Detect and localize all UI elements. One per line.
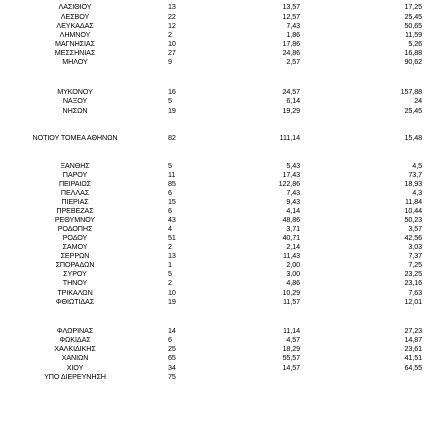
rate-a: 9,43 [286, 197, 300, 206]
rate-a: 2,00 [286, 260, 300, 269]
rate-b: 23,61 [404, 344, 422, 353]
region-name: ΠΕΙΡΑΙΩΣ [58, 179, 92, 188]
rate-a: 7,43 [286, 188, 300, 197]
rate-b: 17,25 [404, 2, 422, 11]
rate-a: 2,14 [286, 242, 300, 251]
rate-b: 5,26 [408, 39, 422, 48]
rate-a: 10,29 [282, 288, 300, 297]
table-row [0, 373, 446, 382]
rate-b: 24 [414, 96, 422, 105]
region-name: ΜΥΚΟΝΟΥ [57, 87, 93, 96]
rate-a: 11,57 [283, 297, 300, 306]
region-name: ΧΑΛΚΙΔΙΚΗΣ [54, 344, 96, 353]
rate-b: 41,51 [404, 353, 422, 362]
region-name: ΝΟΤΙΟΥ ΤΟΜΕΑ ΑΘΗΝΩΝ [32, 133, 118, 142]
region-name: ΜΗΛΟΥ [62, 57, 88, 66]
case-count: 2 [168, 278, 172, 287]
rate-b: 14,87 [404, 335, 422, 344]
region-name: ΦΛΩΡΙΝΑΣ [56, 326, 94, 335]
rate-a: 7,43 [286, 21, 300, 30]
rate-a: 17,86 [282, 39, 300, 48]
rate-b: 16,88 [404, 48, 422, 57]
rate-a: 24,57 [282, 87, 300, 96]
region-name: ΝΑΞΟΥ [62, 96, 88, 105]
region-name: ΜΑΓΝΗΣΙΑΣ [55, 39, 95, 48]
rate-b: 3,03 [408, 242, 422, 251]
case-count: 9 [168, 57, 172, 66]
region-name: ΜΕΣΣΗΝΙΑΣ [54, 48, 96, 57]
case-count: 75 [168, 372, 176, 381]
region-name: ΦΘΙΩΤΙΔΑΣ [55, 297, 95, 306]
case-count: 10 [168, 288, 176, 297]
rate-b: 50,23 [404, 215, 422, 224]
case-count: 12 [168, 21, 176, 30]
region-name: ΤΗΝΟΥ [62, 278, 88, 287]
region-name: ΛΑΣΙΘΙΟΥ [58, 2, 92, 11]
case-count: 27 [168, 48, 176, 57]
rate-b: 7,37 [408, 251, 422, 260]
region-name: ΡΟΔΟΠΗΣ [57, 224, 93, 233]
region-name: ΛΕΣΒΟΥ [60, 12, 90, 21]
rate-b: 4,3 [412, 188, 422, 197]
region-name: ΠΑΡΟΥ [62, 170, 88, 179]
case-count: 14 [168, 326, 176, 335]
rate-a: 3,00 [286, 269, 300, 278]
rate-a: 18,29 [282, 344, 300, 353]
rate-a: 17,43 [282, 170, 300, 179]
rate-a: 55,57 [282, 353, 300, 362]
case-count: 51 [168, 233, 176, 242]
rate-b: 25,45 [404, 12, 422, 21]
case-count: 10 [168, 39, 176, 48]
case-count: 2 [168, 30, 172, 39]
region-name: ΠΡΕΒΕΖΑΣ [56, 206, 94, 215]
case-count: 43 [168, 215, 176, 224]
rate-a: 24,86 [282, 48, 300, 57]
rate-b: 10,44 [404, 206, 422, 215]
rate-a: 48,86 [282, 215, 300, 224]
region-name: ΝΗΣΩΝ [62, 106, 88, 115]
case-count: 11 [168, 170, 176, 179]
region-name: ΠΙΕΡΙΑΣ [61, 197, 89, 206]
case-count: 22 [168, 12, 176, 21]
case-count: 6 [168, 206, 172, 215]
rate-a: 11,43 [283, 251, 300, 260]
rate-b: 3,57 [408, 224, 422, 233]
rate-b: 18,93 [404, 179, 422, 188]
case-count: 2 [168, 242, 172, 251]
case-count: 25 [168, 344, 176, 353]
region-name: ΣΑΜΟΥ [62, 242, 88, 251]
rate-b: 73,7 [408, 170, 422, 179]
region-name: ΛΕΥΚΑΔΑΣ [56, 21, 94, 30]
region-name: ΞΑΝΘΗΣ [60, 161, 90, 170]
case-count: 13 [168, 251, 176, 260]
case-count: 15 [168, 197, 176, 206]
rate-a: 1,86 [286, 30, 300, 39]
rate-a: 4,14 [286, 206, 300, 215]
rate-a: 111,14 [279, 133, 300, 142]
rate-b: 15,48 [404, 133, 422, 142]
case-count: 5 [168, 161, 172, 170]
rate-b: 50,65 [404, 21, 422, 30]
rate-b: 42,56 [404, 233, 422, 242]
rate-b: 23,16 [404, 278, 422, 287]
rate-b: 157,88 [400, 87, 422, 96]
table-row [0, 279, 446, 288]
case-count: 82 [168, 133, 176, 142]
rate-b: 25,45 [404, 106, 422, 115]
rate-b: 11,59 [405, 30, 422, 39]
region-name: ΧΑΝΙΩΝ [61, 353, 89, 362]
rate-b: 27,23 [404, 326, 422, 335]
rate-a: 14,57 [282, 363, 300, 372]
table-row [0, 97, 446, 106]
case-count: 16 [168, 87, 176, 96]
table-row [0, 3, 446, 12]
rate-a: 19,29 [282, 106, 300, 115]
table-row [0, 134, 446, 143]
rate-a: 122,86 [278, 179, 300, 188]
table-row [0, 58, 446, 67]
rate-a: 11,14 [283, 326, 300, 335]
region-name: ΣΥΡΟΥ [63, 269, 87, 278]
rate-b: 4,5 [412, 161, 422, 170]
case-count: 65 [168, 353, 176, 362]
rate-a: 12,57 [282, 12, 300, 21]
case-count: 13 [168, 2, 176, 11]
table-row [0, 354, 446, 363]
case-count: 34 [168, 363, 176, 372]
region-name: ΦΩΚΙΔΑΣ [59, 335, 91, 344]
rate-b: 7,25 [408, 260, 422, 269]
case-count: 5 [168, 269, 172, 278]
rate-a: 13,57 [282, 2, 300, 11]
region-name: ΧΙΟΥ [66, 363, 84, 372]
case-count: 1 [168, 260, 172, 269]
case-count: 6 [168, 188, 172, 197]
rate-a: 4,57 [286, 335, 300, 344]
case-count: 4 [168, 224, 172, 233]
case-count: 5 [168, 96, 172, 105]
rate-a: 2,57 [286, 57, 300, 66]
table-row [0, 107, 446, 116]
region-name: ΡΟΔΟΥ [62, 233, 88, 242]
region-name: ΥΠΟ ΔΙΕΡΕΥΝΗΣΗ [44, 372, 106, 381]
case-count: 6 [168, 335, 172, 344]
rate-b: 64,55 [404, 363, 422, 372]
rate-b: 7,63 [408, 288, 422, 297]
region-name: ΣΠΟΡΑΔΩΝ [55, 260, 95, 269]
region-name: ΤΡΙΚΑΛΩΝ [57, 288, 93, 297]
case-count: 19 [168, 297, 176, 306]
region-name: ΛΗΜΝΟΥ [59, 30, 91, 39]
rate-b: 23,25 [404, 269, 422, 278]
case-count: 85 [168, 179, 176, 188]
rate-b: 12,01 [404, 297, 422, 306]
rate-a: 6,14 [286, 96, 300, 105]
region-name: ΠΕΛΛΑΣ [60, 188, 90, 197]
case-count: 19 [168, 106, 176, 115]
rate-a: 40,71 [282, 233, 300, 242]
rate-a: 4,86 [286, 278, 300, 287]
table-row [0, 298, 446, 307]
rate-b: 90,62 [404, 57, 422, 66]
rate-b: 11,84 [405, 197, 422, 206]
rate-a: 3,71 [286, 224, 300, 233]
rate-a: 5,43 [286, 161, 300, 170]
region-name: ΡΕΘΥΜΝΟΥ [54, 215, 96, 224]
region-name: ΣΕΡΡΩΝ [60, 251, 90, 260]
